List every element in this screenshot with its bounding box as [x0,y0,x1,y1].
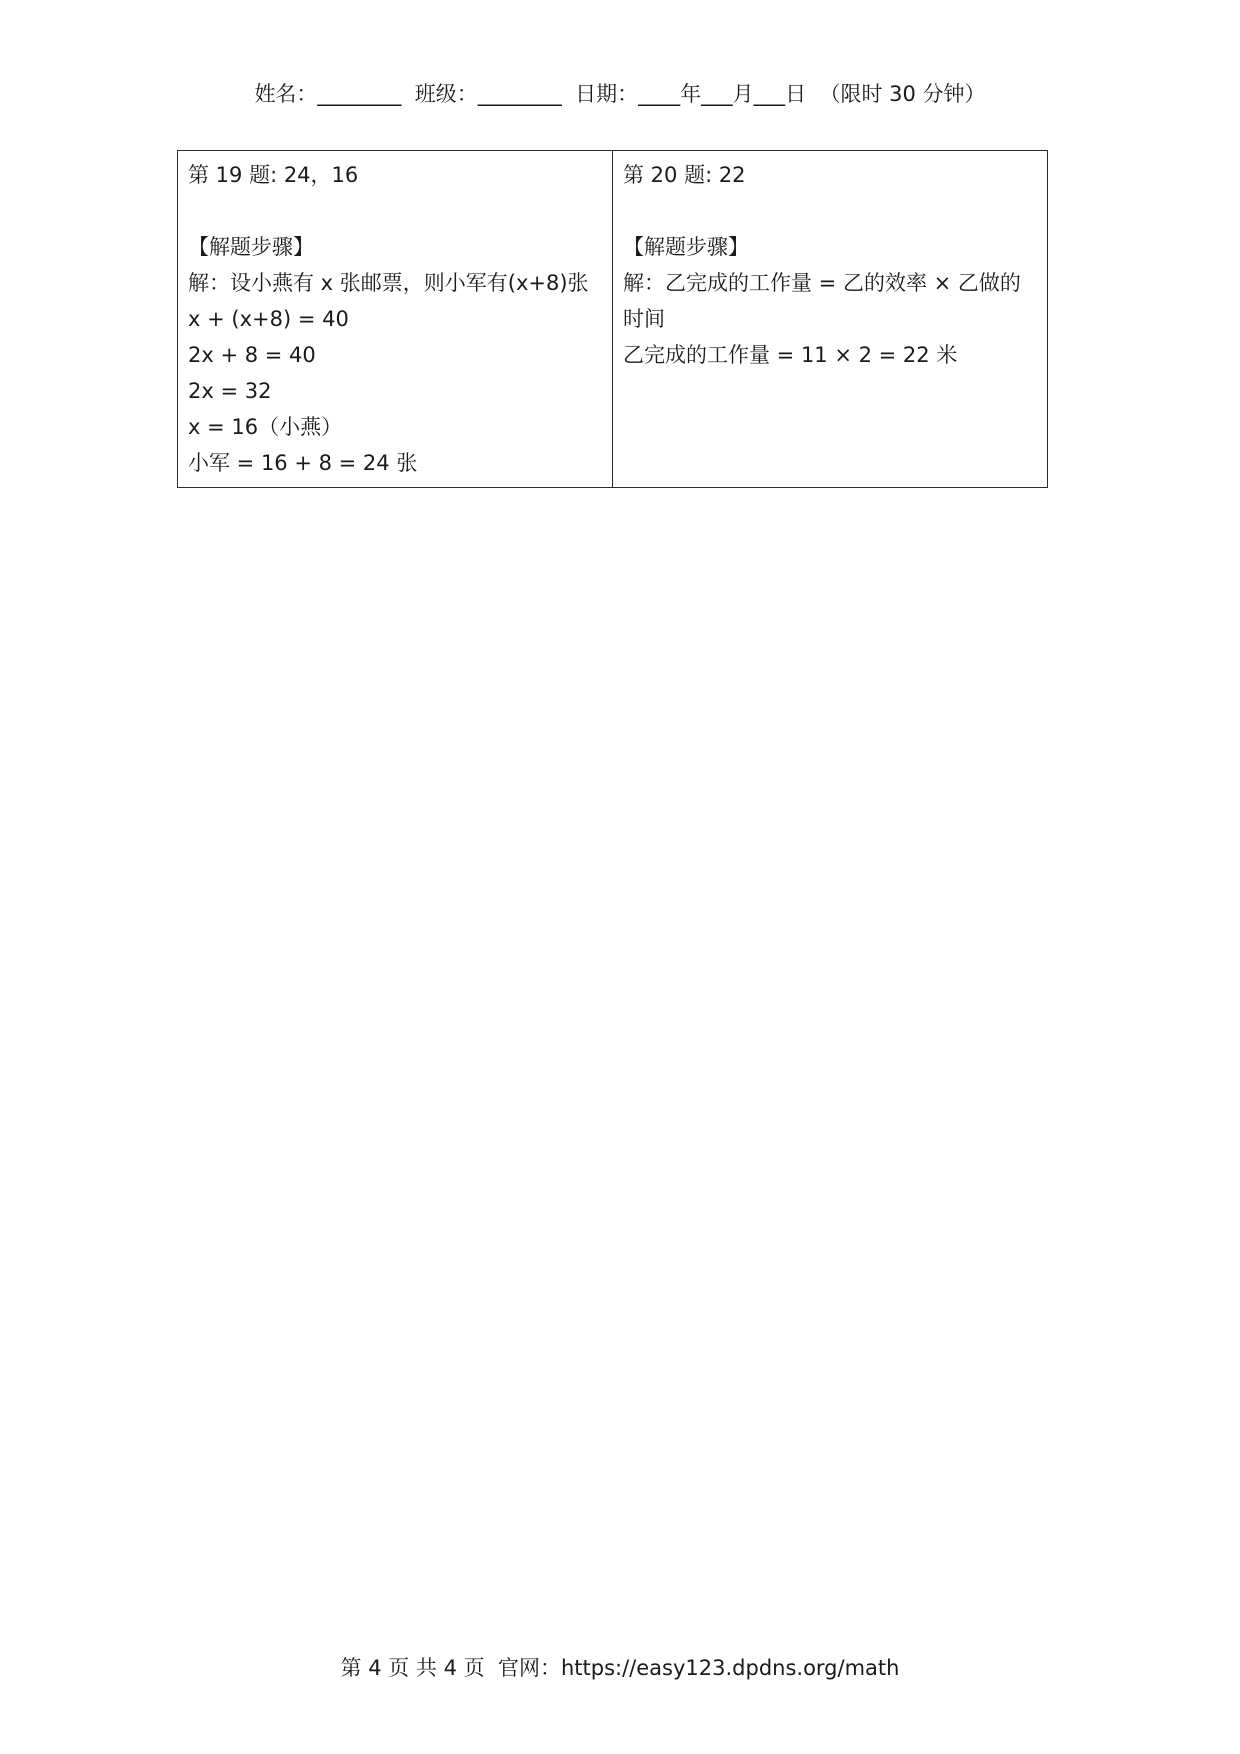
answer-table [177,150,1048,488]
steps-heading: 【解题步骤】 [188,235,314,259]
answer-cell-q19 [178,151,613,488]
step-line: 2x = 32 [188,379,272,403]
answer-title: 第 19 题: 24，16 [188,163,359,187]
worksheet-header: 姓名：________ 班级：________ 日期：____年___月___日 （限时 30 分钟） [254,82,986,106]
answer-cell-q20 [613,151,1048,488]
answer-row [178,151,1048,488]
page-footer: 第 4 页 共 4 页 官网：https://easy123.dpdns.org/math [340,1656,900,1680]
step-line: x + (x+8) = 40 [188,307,349,331]
blank-line [188,193,602,229]
answer-title: 第 20 题: 22 [623,163,746,187]
blank-line [623,193,1037,229]
step-line: x = 16（小燕） [188,415,343,439]
step-line: 解：设小燕有 x 张邮票，则小军有(x+8)张 [188,271,589,295]
step-line: 小军 = 16 + 8 = 24 张 [188,451,418,475]
step-line: 解：乙完成的工作量 = 乙的效率 × 乙做的时间 [623,271,1021,331]
step-line: 2x + 8 = 40 [188,343,316,367]
steps-heading: 【解题步骤】 [623,235,749,259]
step-line: 乙完成的工作量 = 11 × 2 = 22 米 [623,343,958,367]
